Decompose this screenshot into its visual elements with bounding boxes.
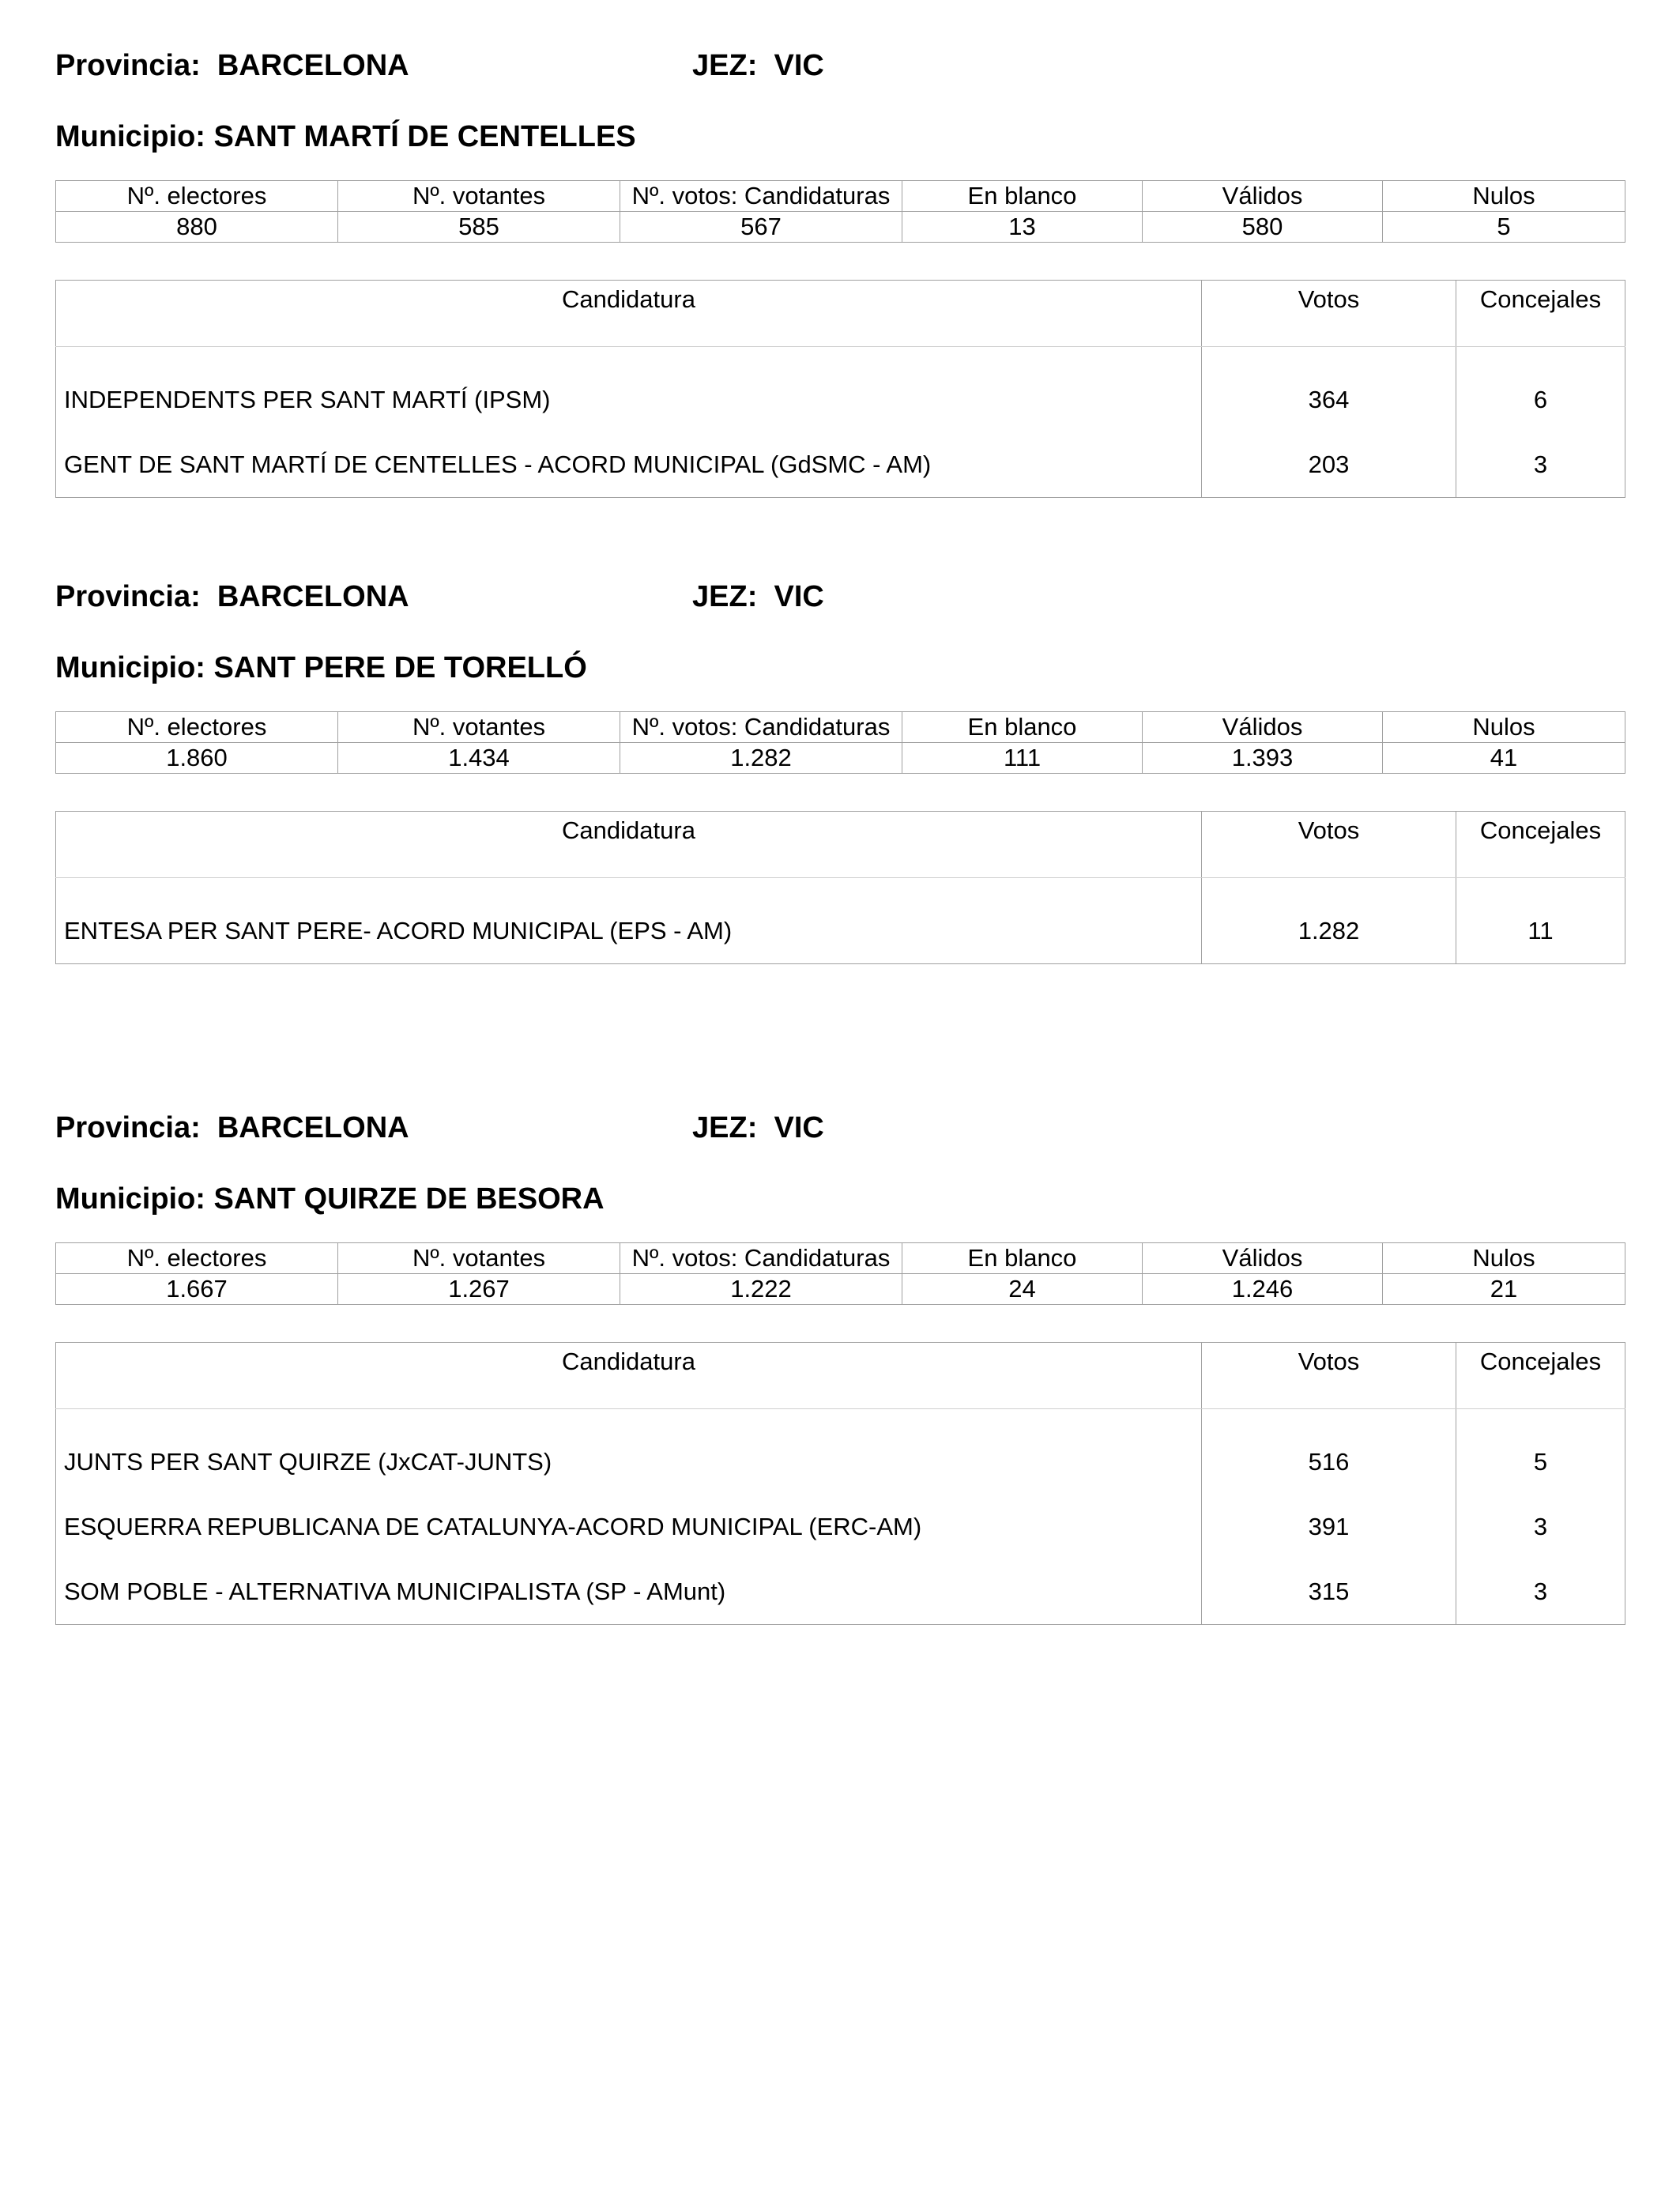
candidatura-name: GENT DE SANT MARTÍ DE CENTELLES - ACORD MUNICIPAL (GdSMC - AM) [64,450,932,478]
stats-header-cell: Nº. votos: Candidaturas [620,712,902,743]
jez [692,580,824,614]
stats-header-cell: Nº. electores [56,712,338,743]
municipio-value: SANT MARTÍ DE CENTELLES [213,120,636,153]
candidatura-concejales: 5 [1456,1409,1625,1495]
candidatura-concejales: 11 [1456,878,1625,964]
provincia [55,49,409,83]
candidaturas-header-row [56,812,1625,878]
candidaturas-header-row [56,281,1625,347]
candidatura-concejales: 3 [1456,1559,1625,1625]
stats-header-cell: En blanco [902,181,1143,212]
provincia-label: Provincia: [55,49,201,82]
stats-value-row [56,1274,1625,1305]
stats-value-cell: 24 [902,1274,1143,1305]
stats-header-cell: Nulos [1383,181,1625,212]
provincia [55,1111,409,1145]
candidatura-name: ENTESA PER SANT PERE- ACORD MUNICIPAL (EPS - AM) [64,917,733,944]
candidaturas-header-cell: Concejales [1456,812,1625,878]
candidatura-votos: 315 [1202,1559,1456,1625]
municipio-title [55,651,587,685]
jez [692,1111,824,1145]
candidaturas-header-cell: Candidatura [56,281,1202,347]
municipio-value: SANT QUIRZE DE BESORA [213,1182,605,1216]
provincia-label: Provincia: [55,580,201,613]
provincia [55,580,409,614]
stats-header-cell: Nº. votos: Candidaturas [620,181,902,212]
stats-table [55,180,1625,243]
stats-value-cell: 41 [1383,743,1625,774]
stats-header-row [56,1243,1625,1274]
stats-value-cell: 111 [902,743,1143,774]
candidatura-votos: 516 [1202,1409,1456,1495]
stats-value-cell: 1.222 [620,1274,902,1305]
table-row [56,1559,1625,1625]
municipio-section [55,49,1625,478]
stats-value-row [56,212,1625,243]
candidaturas-header-row [56,1343,1625,1409]
stats-value-cell: 13 [902,212,1143,243]
candidaturas-table [55,811,1625,964]
candidaturas-header-cell: Votos [1202,281,1456,347]
stats-value-cell: 21 [1383,1274,1625,1305]
municipio-label: Municipio: [55,1182,205,1216]
candidaturas-table [55,280,1625,498]
provincia-value: BARCELONA [217,580,409,613]
candidaturas-header-cell: Concejales [1456,1343,1625,1409]
provincia-header [55,1111,1625,1149]
stats-header-row [56,181,1625,212]
candidatura-votos: 364 [1202,347,1456,433]
table-row [56,432,1625,498]
stats-value-cell: 1.282 [620,743,902,774]
provincia-header [55,49,1625,87]
stats-value-cell: 1.246 [1143,1274,1383,1305]
municipio-title [55,1182,605,1216]
stats-header-cell: Válidos [1143,181,1383,212]
provincia-value: BARCELONA [217,1111,409,1144]
stats-value-cell: 1.667 [56,1274,338,1305]
jez-label: JEZ: [692,580,758,613]
municipio-label: Municipio: [55,651,205,684]
stats-value-cell: 5 [1383,212,1625,243]
stats-header-cell: En blanco [902,712,1143,743]
stats-value-row [56,743,1625,774]
stats-value-cell: 880 [56,212,338,243]
candidaturas-header-cell: Candidatura [56,812,1202,878]
jez-value: VIC [774,580,824,613]
table-row [56,1409,1625,1495]
jez-label: JEZ: [692,1111,758,1144]
candidatura-votos: 391 [1202,1495,1456,1559]
stats-header-cell: Válidos [1143,712,1383,743]
provincia-value: BARCELONA [217,49,409,82]
provincia-header [55,580,1625,618]
candidatura-concejales: 3 [1456,1495,1625,1559]
table-row [56,1495,1625,1559]
stats-value-cell: 580 [1143,212,1383,243]
candidaturas-header-cell: Votos [1202,1343,1456,1409]
stats-header-cell: Nº. votantes [338,1243,620,1274]
table-row [56,878,1625,964]
candidatura-votos: 1.282 [1202,878,1456,964]
stats-header-cell: Nulos [1383,712,1625,743]
jez-value: VIC [774,1111,824,1144]
stats-header-cell: Nº. votantes [338,181,620,212]
municipio-section [55,580,1625,944]
candidatura-concejales: 6 [1456,347,1625,433]
stats-header-cell: Nº. votantes [338,712,620,743]
stats-value-cell: 1.267 [338,1274,620,1305]
municipio-value: SANT PERE DE TORELLÓ [213,651,587,684]
stats-value-cell: 1.434 [338,743,620,774]
stats-table [55,711,1625,774]
candidatura-name: JUNTS PER SANT QUIRZE (JxCAT-JUNTS) [64,1448,552,1476]
jez-value: VIC [774,49,824,82]
candidaturas-table [55,1342,1625,1625]
stats-value-cell: 1.860 [56,743,338,774]
stats-header-row [56,712,1625,743]
stats-header-cell: Nº. electores [56,1243,338,1274]
candidaturas-header-cell: Concejales [1456,281,1625,347]
candidatura-name: SOM POBLE - ALTERNATIVA MUNICIPALISTA (SP - AMunt) [64,1578,726,1605]
municipio-section [55,1111,1625,1605]
stats-header-cell: Válidos [1143,1243,1383,1274]
candidaturas-header-cell: Votos [1202,812,1456,878]
stats-header-cell: Nº. electores [56,181,338,212]
candidatura-name: INDEPENDENTS PER SANT MARTÍ (IPSM) [64,386,551,413]
municipio-label: Municipio: [55,120,205,153]
stats-header-cell: Nulos [1383,1243,1625,1274]
candidaturas-header-cell: Candidatura [56,1343,1202,1409]
stats-table [55,1242,1625,1305]
stats-header-cell: En blanco [902,1243,1143,1274]
municipio-title [55,120,636,154]
table-row [56,347,1625,433]
candidatura-votos: 203 [1202,432,1456,498]
jez [692,49,824,83]
stats-header-cell: Nº. votos: Candidaturas [620,1243,902,1274]
provincia-label: Provincia: [55,1111,201,1144]
stats-value-cell: 1.393 [1143,743,1383,774]
candidatura-concejales: 3 [1456,432,1625,498]
stats-value-cell: 585 [338,212,620,243]
candidatura-name: ESQUERRA REPUBLICANA DE CATALUNYA-ACORD MUNICIPAL (ERC-AM) [64,1513,922,1540]
jez-label: JEZ: [692,49,758,82]
stats-value-cell: 567 [620,212,902,243]
